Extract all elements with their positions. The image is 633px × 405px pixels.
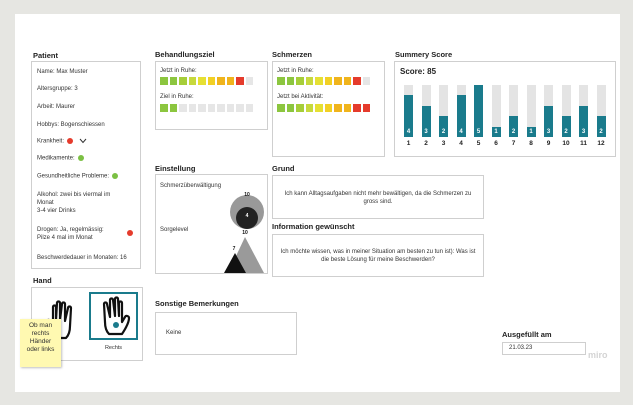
bemerkungen-title: Sonstige Bemerkungen [155,299,239,308]
schmerzen-rest-cell-10[interactable] [363,77,371,85]
patient-card [31,61,141,269]
board-canvas [15,14,620,392]
bemerkungen-text: Keine [166,330,182,336]
grund-title: Grund [272,164,295,173]
patient-work: Arbeit: Maurer [37,104,76,110]
right-hand-icon [91,294,136,338]
schmerzen-rest-cell-9[interactable] [353,77,361,85]
schmerzen-activity-cell-10[interactable] [363,104,371,112]
einstellung-card [155,174,268,274]
patient-alcohol-line2: Monat [37,200,54,206]
patient-drugs-line2: Pilze 4 mal im Monat [37,235,93,241]
miro-watermark: miro [588,350,608,360]
summary-bar-value-6: 1 [494,129,498,135]
illness-status-dot [67,138,73,144]
summary-axis-label-3: 3 [441,140,446,147]
summary-bar-10 [562,85,571,137]
patient-illness-row [37,138,87,145]
summary-bar-2 [422,85,431,137]
coping-value-label: 4 [245,213,249,219]
patient-name: Name: Max Muster [37,69,88,75]
schmerzen-rest-cell-6[interactable] [325,77,333,85]
right-hand-label: Rechts [104,345,123,351]
sticky-note[interactable] [20,319,61,367]
behandlungsziel-goal-cell-6[interactable] [208,104,216,112]
behandlungsziel-goal-cell-3[interactable] [179,104,187,112]
behandlungsziel-rest-cell-8[interactable] [227,77,235,85]
schmerzen-activity-cell-3[interactable] [296,104,304,112]
summary-bar-6 [492,85,501,137]
schmerzen-rest-cell-4[interactable] [306,77,314,85]
behandlungsziel-card [155,61,268,130]
summary-axis-label-5: 5 [476,140,481,147]
schmerzen-activity-cell-2[interactable] [287,104,295,112]
worry-value-label: 7 [232,246,236,252]
summary-bar-9 [544,85,553,137]
schmerzen-activity-cell-5[interactable] [315,104,323,112]
behandlungsziel-goal-cell-4[interactable] [189,104,197,112]
grund-text: Ich kann Alltagsaufgaben nicht mehr bewältigen, da die Schmerzen zu gross sind. [284,191,472,205]
summary-bar-3 [439,85,448,137]
summary-bar-value-3: 2 [441,129,446,135]
health-problems-status-dot [112,173,118,179]
schmerzen-activity-cell-7[interactable] [334,104,342,112]
schmerzen-rest-cell-3[interactable] [296,77,304,85]
einstellung-title: Einstellung [155,164,196,173]
patient-complaint-duration: Beschwerdedauer in Monaten: 16 [37,255,127,261]
summary-bar-value-12: 2 [599,129,603,135]
behandlungsziel-goal-scale [160,104,253,112]
sticky-line-1: Ob man [28,322,53,329]
behandlungsziel-rest-cell-3[interactable] [179,77,187,85]
behandlungsziel-goal-cell-1[interactable] [160,104,168,112]
summary-axis-label-11: 11 [580,140,587,147]
behandlungsziel-rest-cell-7[interactable] [217,77,225,85]
patient-alcohol-line1: Alkohol: zwei bis viermal im [37,192,111,198]
summary-bar-11 [579,85,588,137]
worry-max-label: 10 [242,230,248,236]
summary-axis-label-9: 9 [546,140,551,147]
behandlungsziel-goal-label: Ziel in Ruhe: [160,94,194,100]
drugs-status-dot [127,230,133,236]
summary-score-label: Score: 85 [400,67,437,76]
summary-axis-label-7: 7 [511,140,516,147]
summary-bar-5 [474,85,483,137]
schmerzen-activity-cell-9[interactable] [353,104,361,112]
worry-label: Sorgelevel [160,227,189,233]
patient-medication-row [37,155,84,162]
behandlungsziel-goal-cell-10[interactable] [246,104,254,112]
patient-drugs-line1: Drogen: Ja, regelmässig: [37,227,104,233]
schmerzen-rest-cell-5[interactable] [315,77,323,85]
ausgefuellt-title: Ausgefüllt am [502,330,552,339]
summary-bar-12 [597,85,606,137]
summary-bar-value-1: 4 [406,129,411,135]
summary-bar-value-9: 3 [546,129,551,135]
schmerzen-activity-label: Jetzt bei Aktivität: [277,94,324,100]
sticky-line-2: rechts [31,330,50,337]
patient-title: Patient [33,51,59,60]
schmerzen-rest-cell-1[interactable] [277,77,285,85]
right-hand-option[interactable] [89,292,138,340]
hand-title: Hand [33,276,52,285]
behandlungsziel-title: Behandlungsziel [155,50,215,59]
behandlungsziel-rest-cell-9[interactable] [236,77,244,85]
patient-health-problems-row [37,173,118,180]
einstellung-gauge-graphic [156,175,267,273]
grund-card [272,175,484,219]
behandlungsziel-rest-cell-10[interactable] [246,77,254,85]
behandlungsziel-rest-cell-1[interactable] [160,77,168,85]
behandlungsziel-rest-cell-5[interactable] [198,77,206,85]
schmerzen-activity-cell-4[interactable] [306,104,314,112]
patient-age-group: Altersgruppe: 3 [37,86,78,92]
sticky-line-3: Händer [29,338,52,345]
behandlungsziel-goal-cell-7[interactable] [217,104,225,112]
schmerzen-activity-cell-6[interactable] [325,104,333,112]
summary-bar-7 [509,85,518,137]
medication-label: Medikamente: [37,155,75,162]
summary-axis-label-8: 8 [529,140,533,147]
information-text: Ich möchte wissen, was in meiner Situation am besten zu tun ist): Was ist die beste Lösung für meine Beschwerden? [280,249,476,263]
summary-bar-value-7: 2 [511,129,516,135]
summary-title: Summery Score [395,50,453,59]
schmerzen-title: Schmerzen [272,50,313,59]
coping-label: Schmerzüberwältigung [160,183,222,189]
summary-card [394,61,616,157]
behandlungsziel-goal-cell-8[interactable] [227,104,235,112]
schmerzen-rest-cell-2[interactable] [287,77,295,85]
summary-bar-value-8: 1 [529,129,533,135]
schmerzen-rest-label: Jetzt in Ruhe: [277,68,314,74]
behandlungsziel-rest-cell-2[interactable] [170,77,178,85]
summary-bar-value-4: 4 [459,129,463,135]
coping-max-label: 10 [244,192,250,198]
summary-axis-label-1: 1 [406,140,411,147]
illness-label: Krankheit: [37,138,65,145]
schmerzen-activity-cell-8[interactable] [344,104,352,112]
summary-axis-label-4: 4 [459,140,463,147]
ausgefuellt-date-field[interactable] [502,342,586,355]
schmerzen-activity-cell-1[interactable] [277,104,285,112]
schmerzen-rest-cell-7[interactable] [334,77,342,85]
summary-bar-8 [527,85,536,137]
summary-axis-label-10: 10 [562,140,570,147]
behandlungsziel-goal-cell-2[interactable] [170,104,178,112]
information-card [272,234,484,277]
summary-bar-value-11: 3 [581,129,586,135]
behandlungsziel-rest-cell-6[interactable] [208,77,216,85]
patient-hobbies: Hobbys: Bogenschiessen [37,122,105,128]
behandlungsziel-rest-label: Jetzt in Ruhe: [160,68,197,74]
schmerzen-card [272,61,385,157]
bemerkungen-card[interactable] [155,312,297,355]
summary-bar-value-5: 5 [476,129,481,135]
patient-alcohol-line3: 3-4 vier Drinks [37,208,76,214]
summary-bar-chart [395,62,615,156]
summary-bar-1 [404,85,413,137]
summary-axis-label-6: 6 [494,140,498,147]
behandlungsziel-goal-cell-5[interactable] [198,104,206,112]
chevron-down-icon[interactable] [79,138,87,144]
summary-axis-label-2: 2 [424,140,428,147]
behandlungsziel-goal-cell-9[interactable] [236,104,244,112]
behandlungsziel-rest-cell-4[interactable] [189,77,197,85]
schmerzen-rest-cell-8[interactable] [344,77,352,85]
behandlungsziel-rest-scale [160,77,253,85]
ausgefuellt-date-value: 21.03.23 [509,345,533,351]
summary-bar-value-10: 2 [564,129,568,135]
schmerzen-rest-scale [277,77,370,85]
information-title: Information gewünscht [272,222,355,231]
schmerzen-activity-scale [277,104,370,112]
summary-axis-label-12: 12 [597,140,605,147]
health-problems-label: Gesundheitliche Probleme: [37,173,110,180]
summary-bar-4 [457,85,466,137]
summary-bar-value-2: 3 [424,129,428,135]
medication-status-dot [78,155,84,161]
sticky-line-4: oder links [26,346,55,353]
